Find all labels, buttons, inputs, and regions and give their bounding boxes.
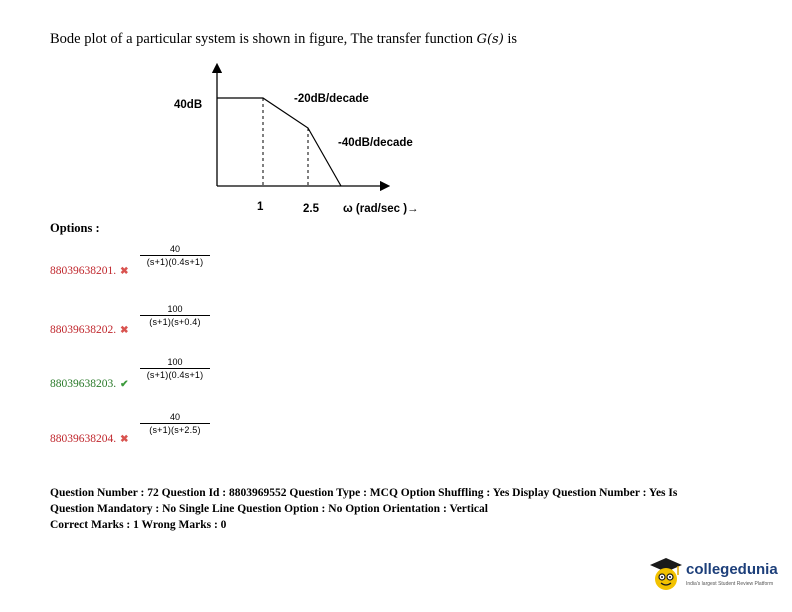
option-3-denominator: (s+1)(0.4s+1) xyxy=(146,370,204,380)
option-4-fraction xyxy=(138,412,212,435)
magnitude-curve xyxy=(217,98,341,186)
option-1-denominator: (s+1)(0.4s+1) xyxy=(146,257,204,267)
x-axis-label: ω (rad/sec )→ xyxy=(343,203,419,215)
slope2-label: -40dB/decade xyxy=(338,137,413,149)
option-2-numerator: 100 xyxy=(167,304,183,314)
transfer-function-symbol: G(s) xyxy=(476,32,504,47)
cross-icon: ✖ xyxy=(120,434,129,445)
brand-tagline: India's largest Student Review Platform xyxy=(686,581,774,587)
option-2-fraction xyxy=(138,304,212,327)
option-3-numerator: 100 xyxy=(167,357,183,367)
gain-label: 40dB xyxy=(174,99,203,111)
option-4-id: 88039638204. xyxy=(50,433,117,445)
tick-label-2: 2.5 xyxy=(303,203,319,215)
metadata-line-1: Question Number : 72 Question Id : 8803969552 Question Type : MCQ Option Shuffling : Yes Display Question Number : Yes Is xyxy=(50,487,678,499)
metadata-line-2: Question Mandatory : No Single Line Question Option : No Option Orientation : Vertical xyxy=(50,503,488,515)
option-3-id: 88039638203. xyxy=(50,378,117,390)
cross-icon: ✖ xyxy=(120,266,129,277)
option-2[interactable] xyxy=(50,324,129,336)
collegedunia-logo[interactable] xyxy=(648,555,788,600)
tick-label-1: 1 xyxy=(257,201,264,213)
option-3[interactable] xyxy=(50,378,129,390)
question-body: Bode plot of a particular system is shown in figure, The transfer function xyxy=(50,31,473,47)
option-2-id: 88039638202. xyxy=(50,324,117,336)
option-1-numerator: 40 xyxy=(169,244,180,254)
option-3-fraction xyxy=(138,357,212,380)
option-4-numerator: 40 xyxy=(169,412,180,422)
metadata-line-3: Correct Marks : 1 Wrong Marks : 0 xyxy=(50,519,227,531)
option-1-fraction xyxy=(138,244,212,267)
option-2-denominator: (s+1)(s+0.4) xyxy=(149,317,201,327)
checkmark-icon: ✔ xyxy=(120,379,129,390)
question-metadata xyxy=(50,485,750,533)
option-1[interactable] xyxy=(50,265,129,277)
cross-icon: ✖ xyxy=(120,325,129,336)
option-4-denominator: (s+1)(s+2.5) xyxy=(149,425,201,435)
brand-name: collegedunia xyxy=(686,561,778,578)
bode-plot xyxy=(160,60,460,220)
options-heading: Options : xyxy=(50,221,100,235)
question-text xyxy=(50,31,517,48)
graduate-mascot-icon xyxy=(648,555,684,595)
option-1-id: 88039638201. xyxy=(50,265,117,277)
slope1-label: -20dB/decade xyxy=(294,93,369,105)
question-suffix: is xyxy=(507,31,518,47)
option-4[interactable] xyxy=(50,433,129,445)
